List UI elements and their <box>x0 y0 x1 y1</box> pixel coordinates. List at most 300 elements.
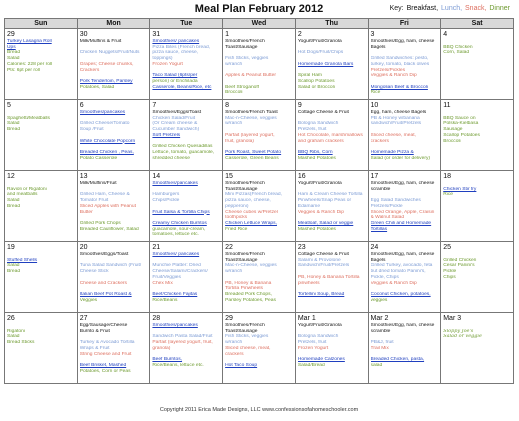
lunch-item: turkey, tomato, black olives <box>370 61 430 67</box>
day-cell[interactable] <box>5 171 78 242</box>
dinner-item: Salad or Broccoli <box>297 84 335 90</box>
day-cell[interactable] <box>77 100 150 171</box>
lunch-item: Egg Salad Sandwiches <box>370 198 421 204</box>
breakfast-item: Yogurt/Fruit/Granola <box>297 323 342 328</box>
breakfast-item: Burrito & Fruit <box>79 328 110 334</box>
snack-item: PB, Honey & Banana <box>225 280 272 286</box>
dinner-item[interactable]: Mongolian Beef & Broccoli <box>370 84 428 90</box>
breakfast-item: Milk/Muffins & Fruit <box>79 39 122 44</box>
day-cell[interactable] <box>441 171 514 242</box>
dinner-item[interactable]: Pork Roast, Sweet Potato <box>225 149 282 155</box>
weekday-header-sun: Sun <box>5 19 78 29</box>
day-cell[interactable] <box>441 29 514 100</box>
day-number: 26 <box>7 315 15 322</box>
meal-plan-page <box>4 2 514 418</box>
day-number: 30 <box>79 31 88 38</box>
copyright-footer: Copyright 2011 Erica Made Designs, LLC www.confessionsofahomeschooler.com <box>159 407 359 413</box>
dinner-item[interactable]: Creamy Chicken Burritos <box>152 220 207 226</box>
day-cell[interactable] <box>5 313 78 384</box>
day-cell[interactable] <box>5 29 78 100</box>
dinner-item[interactable]: Homemade Pizza & <box>370 149 414 155</box>
dinner-item: Salad <box>7 56 20 62</box>
breakfast-item: Egg/Sausage/Cheese <box>79 323 128 328</box>
dinner-item: Bread <box>7 50 21 56</box>
dinner-item: Pts: 6pt per roll <box>7 67 40 73</box>
key-dinner: Dinner <box>489 5 510 12</box>
dinner-item: Salad <box>7 198 20 204</box>
snack-item: crackers <box>370 138 389 144</box>
lunch-item: Soup /Fruit <box>79 127 104 133</box>
lunch-item: Mac-n-Cheese, veggies <box>225 263 277 269</box>
dinner-item[interactable]: Taco Salad (6pts/per <box>152 73 198 79</box>
lunch-item: Pizza Bites (French bread, <box>152 44 211 50</box>
breakfast-item: Smoothies/French <box>225 181 265 186</box>
dinner-item: Potatoes, Corn or Peas <box>79 368 131 374</box>
day-number: 7 <box>152 102 157 109</box>
day-number: 4 <box>443 31 448 38</box>
breakfast-item[interactable]: Smoothies/pancakes <box>79 110 126 115</box>
day-cell[interactable] <box>5 100 78 171</box>
lunch-item: w/ranch <box>225 269 243 275</box>
snack-item: Trail Mix <box>370 345 389 351</box>
breakfast-item: Smoothies/Egg, ham, cheese <box>370 252 435 257</box>
day-number: 29 <box>225 315 233 322</box>
dinner-item: Bread <box>7 203 21 209</box>
breakfast-item: Toast/Sausage <box>225 44 258 50</box>
day-number: 22 <box>225 244 233 251</box>
lunch-item: Pretzels, fruit <box>297 127 327 133</box>
day-number: 15 <box>225 173 233 180</box>
snack-item: Cheese cubes w/Pretzel <box>225 209 278 215</box>
lunch-item: Grilled Turkey, avocado, feta <box>370 263 433 269</box>
day-cell[interactable] <box>5 242 78 313</box>
weekday-header-sat: Sat <box>441 19 514 29</box>
dinner-item: Grilled Chicken Quesadillas <box>152 144 213 150</box>
day-number: 14 <box>152 173 161 180</box>
dinner-item: Salad <box>7 263 20 269</box>
breakfast-item[interactable]: Smoothies/pancakes <box>152 181 198 186</box>
key-breakfast: Breakfast, <box>406 5 439 12</box>
dinner-item: Spaghetti/Meatballs <box>7 115 50 121</box>
lunch-item: w/ranch <box>225 61 243 67</box>
dinner-item: Salad (or order for delivery) <box>370 155 431 161</box>
snack-item[interactable]: Homemade Granola Bars <box>297 61 354 67</box>
snack-item: Pretzels/Pickles <box>370 67 406 73</box>
dinner-item: Broccoli <box>225 90 243 96</box>
dinner-item[interactable]: Homemade Calzones <box>297 357 345 363</box>
snack-item: Sliced Orange, Apple, Craisin <box>370 209 435 215</box>
day-cell[interactable] <box>77 242 150 313</box>
day-number: 29 <box>7 31 15 38</box>
dinner-item: Pickle <box>443 269 457 275</box>
snack-item: Frozen Yogurt <box>297 345 329 351</box>
day-number: 16 <box>297 173 306 180</box>
weekday-header-row <box>5 19 514 29</box>
day-cell[interactable] <box>150 171 223 242</box>
day-number: 17 <box>370 173 379 180</box>
dinner-item[interactable]: Stuffed Shells <box>7 257 38 263</box>
dinner-item[interactable]: Green Chili and Homemade <box>370 220 432 226</box>
snack-item: Grapes; Cheese chunks, <box>79 61 134 67</box>
lunch-item: Hamburgers <box>152 192 180 198</box>
day-number: 6 <box>79 102 84 109</box>
breakfast-item: Smoothies/Egg, ham, cheese <box>370 181 435 186</box>
week-row <box>5 29 514 100</box>
lunch-item: w/ranch <box>225 340 243 346</box>
lunch-item: Grilled Ham, Cheese & <box>79 192 130 198</box>
week-row <box>5 100 514 171</box>
lunch-item: Cucumber Sandwich) <box>152 127 200 133</box>
day-number: 21 <box>152 244 161 251</box>
dinner-item[interactable]: Casserole, Beans/Rice, etc <box>152 84 212 90</box>
snack-item: Crackers <box>79 67 100 73</box>
lunch-item: but dried tomato Panini's, <box>370 269 426 275</box>
lunch-item: Sandwich/Fruit/Pretzels <box>297 263 350 269</box>
lunch-item: Fruit/Veggies <box>152 274 181 280</box>
dinner-item: Chips <box>443 274 456 280</box>
snack-item: Veggies & Ranch Dip <box>370 280 417 286</box>
day-number: 24 <box>370 244 379 251</box>
day-cell[interactable] <box>441 313 514 384</box>
breakfast-item: Yogurt/Fruit/Granola <box>297 39 342 44</box>
week-row <box>5 242 514 313</box>
breakfast-item: Smoothies/Egg, ham, cheese <box>370 39 435 44</box>
dinner-item: Polska-Kielbasa <box>443 121 479 127</box>
lunch-item: Chicken Salad/Fruit <box>152 115 196 121</box>
day-number: 12 <box>7 173 15 180</box>
day-cell[interactable] <box>441 242 514 313</box>
snack-item: fruit, granola) <box>225 138 254 144</box>
snack-item: String Cheese and Fruit <box>79 351 132 357</box>
dinner-item: guacamole, sour-cream, <box>152 226 206 232</box>
dinner-item[interactable]: Turkey Lasagna Roll <box>7 39 52 44</box>
day-cell[interactable] <box>77 29 150 100</box>
dinner-item: Corn, Salad <box>443 50 470 56</box>
dinner-item[interactable]: Breaded Chicken , Peas, <box>79 149 134 155</box>
calendar-grid <box>4 18 514 384</box>
day-number: 20 <box>79 244 88 251</box>
dinner-item: Sloppy Joe's <box>443 328 474 334</box>
day-cell[interactable] <box>150 242 223 313</box>
dinner-item: Mashed Potatoes <box>297 226 336 232</box>
day-cell[interactable] <box>368 313 441 384</box>
lunch-item: Grilled Sandwiches: pesto, <box>370 56 429 62</box>
page-title: Meal Plan February 2012 <box>194 3 324 15</box>
dinner-item[interactable]: Chicken Lettuce Wraps, <box>225 220 277 226</box>
dinner-item[interactable]: Pork Tenderloin, Parsley <box>79 78 133 84</box>
snack-item: PB, Honey & Banana Tortilla <box>297 274 360 280</box>
dinner-item: Bread Sticks <box>7 340 35 346</box>
breakfast-item: Toast/Sausage <box>225 257 258 263</box>
dinner-item[interactable]: Tortillas <box>370 226 388 232</box>
week-row <box>5 171 514 242</box>
breakfast-item: Egg, ham, cheese Bagels <box>370 110 427 115</box>
weekday-header-wed: Wed <box>223 19 296 29</box>
breakfast-item: Toast/Sausage <box>225 186 258 192</box>
breakfast-item: Bagels <box>370 44 386 50</box>
day-cell[interactable] <box>223 171 296 242</box>
week-row <box>5 313 514 384</box>
dinner-item: Potatoes, Salad <box>79 84 115 90</box>
day-number: Mar 2 <box>370 315 389 322</box>
day-cell[interactable] <box>368 100 441 171</box>
dinner-item[interactable]: Hot Taco Soup <box>225 362 258 368</box>
day-cell[interactable] <box>295 242 368 313</box>
day-number: 3 <box>370 31 375 38</box>
snack-item: toothpicks <box>225 215 248 221</box>
lunch-item: Bologna Sandwich <box>297 121 339 127</box>
snack-item: Veggies & Ranch Dip <box>297 209 345 215</box>
day-cell[interactable] <box>150 313 223 384</box>
snack-item: Sliced cheese, meat, <box>370 132 416 138</box>
breakfast-item: Smoothies/French <box>225 252 265 257</box>
day-cell[interactable] <box>441 100 514 171</box>
day-cell[interactable] <box>77 171 150 242</box>
dinner-item: salad <box>370 362 383 368</box>
breakfast-item: Bagels <box>370 257 386 263</box>
day-cell[interactable] <box>368 29 441 100</box>
day-cell[interactable] <box>223 242 296 313</box>
dinner-item: Sausage <box>443 127 463 133</box>
snack-item: granola) <box>152 345 171 351</box>
snack-item: Tortilla Pinwheels <box>225 286 263 292</box>
dinner-item: Salad <box>7 121 20 127</box>
day-number: Mar 3 <box>443 315 462 322</box>
dinner-item[interactable]: Beef Brisket, Mashed <box>79 362 127 368</box>
lunch-item: Pretzels/Pickle <box>370 203 403 209</box>
lunch-item: sandwich/Fruit/Pretzels <box>370 121 422 127</box>
weekday-header-tue: Tue <box>150 19 223 29</box>
snack-item: Cheese and Crackers <box>79 280 128 286</box>
day-cell[interactable] <box>295 313 368 384</box>
snack-item: Parfait (layered yogurt, fruit, <box>152 340 213 346</box>
lunch-item: (Or Cream cheese & <box>152 121 198 127</box>
lunch-item: Pinwheels/Snap Peas or <box>297 198 352 204</box>
snack-item: pinwheels <box>297 280 320 286</box>
day-cell[interactable] <box>223 313 296 384</box>
day-cell[interactable] <box>223 100 296 171</box>
snack-item: Butter <box>79 209 93 215</box>
lunch-item: Grilled Cheese/Tomato <box>79 121 130 127</box>
dinner-item: Ravioli or Rigatoni <box>7 186 47 192</box>
breakfast-item: scramble <box>370 186 391 192</box>
snack-item[interactable]: Fruit Salsa & Tortilla Chips <box>152 209 210 215</box>
lunch-item: PB & Honey w/banana <box>370 115 420 121</box>
dinner-item: Salad or veggie <box>443 334 482 340</box>
breakfast-item: Toast/Sausage <box>225 328 258 334</box>
dinner-item: Lettuce, tomato, guacamole, <box>152 149 215 155</box>
day-number: 1 <box>225 31 230 38</box>
breakfast-item: Smoothies/Egg, ham, cheese <box>370 323 435 328</box>
weekday-header-mon: Mon <box>77 19 150 29</box>
lunch-item: Mac-n-Cheese, veggies <box>225 115 277 121</box>
dinner-item[interactable]: Italian Beef Pot Roast & <box>79 291 132 297</box>
day-number: 27 <box>79 315 88 322</box>
dinner-item: Rice <box>443 192 454 198</box>
dinner-item: Fried Rice <box>225 226 248 232</box>
breakfast-item: Smoothies/Eggs/Toast <box>152 110 202 115</box>
dinner-item[interactable]: Coconut Chicken, potatoes, <box>370 291 431 297</box>
snack-item: and graham crackers <box>297 138 344 144</box>
snack-item: Hot Chocolate, marshmallows <box>297 132 363 138</box>
breakfast-item: Smoothies/Eggs/Toast <box>79 252 129 257</box>
snack-item: Frozen Yogurt <box>152 61 183 67</box>
day-cell[interactable] <box>295 171 368 242</box>
snack-item: Veggies & Ranch Dip <box>370 73 417 79</box>
dinner-item: Spiral Ham <box>297 73 323 79</box>
weekday-header-fri: Fri <box>368 19 441 29</box>
key-snack: Snack, <box>465 5 487 12</box>
day-number: 25 <box>443 244 452 251</box>
day-number: Mar 1 <box>297 315 316 322</box>
dinner-item: Salad <box>7 334 20 340</box>
dinner-item: and meatballs <box>7 192 38 198</box>
lunch-item: Sandwich Pasta Salad/Fruit <box>152 334 213 340</box>
day-number: 10 <box>370 102 379 109</box>
lunch-item: Turkey & Avocado Tortilla <box>79 340 135 346</box>
lunch-item: Hot Dogs/Fruit/Chips <box>297 50 344 56</box>
lunch-item: Fish Sticks, veggies <box>225 334 269 340</box>
lunch-item: Chips/Pickle <box>152 198 180 204</box>
lunch-item: pizza sauce, cheese, <box>152 50 199 56</box>
day-number: 5 <box>7 102 11 109</box>
dinner-item: Broccoli <box>443 138 461 144</box>
breakfast-item[interactable]: Smoothies/ pancakes <box>152 39 200 44</box>
day-cell[interactable] <box>368 242 441 313</box>
day-cell[interactable] <box>150 29 223 100</box>
breakfast-item: Smoothies/French <box>225 323 265 328</box>
day-number: 23 <box>297 244 306 251</box>
breakfast-item: Smoothies/French <box>225 39 265 44</box>
snack-item: crackers <box>225 351 244 357</box>
dinner-item: Grilled Chicken <box>443 257 477 263</box>
lunch-item: Chicken Nuggets/Fruit/Nuts <box>79 50 140 56</box>
lunch-item: Cheese Stick <box>79 269 109 275</box>
day-number: 8 <box>225 102 230 109</box>
dinner-item[interactable]: Beef Burritos, <box>152 357 183 363</box>
snack-item: Apples & Peanut Butter <box>225 73 276 79</box>
key-prefix: Key: <box>389 5 404 12</box>
lunch-item: Cheese/Salami/Crackers/ <box>152 269 208 275</box>
dinner-item: Potato Casserole <box>79 155 118 161</box>
day-cell[interactable] <box>295 29 368 100</box>
lunch-item: PB&J, fruit <box>370 340 394 346</box>
day-number: 18 <box>443 173 452 180</box>
dinner-item[interactable]: Beef/Chicken Fajitas <box>152 291 198 297</box>
day-cell[interactable] <box>368 171 441 242</box>
dinner-item: Rice/Beans <box>152 297 178 303</box>
day-cell[interactable] <box>150 100 223 171</box>
dinner-item: Bread <box>7 269 21 275</box>
breakfast-item: Milk/Muffins/Fruit <box>79 181 117 186</box>
breakfast-item[interactable]: Smoothies/ pancakes <box>152 252 200 257</box>
key-lunch: Lunch, <box>441 5 463 12</box>
lunch-item: Edamame <box>297 203 321 209</box>
dinner-item: BBQ Chicken <box>443 44 473 50</box>
dinner-item: veggies <box>370 297 388 303</box>
day-cell[interactable] <box>295 100 368 171</box>
snack-item[interactable]: Soft Pretzels <box>152 132 181 138</box>
lunch-item: Bologna Sandwich <box>297 334 339 340</box>
lunch-item: Wraps & Fruit <box>79 345 110 351</box>
lunch-item: Mini Pizzas(French bread, <box>225 192 282 198</box>
lunch-item: pizza sauce, cheese, <box>225 198 271 204</box>
dinner-item: BBQ Sauce on <box>443 115 476 121</box>
lunch-item: Pickle, Chips <box>370 274 399 280</box>
lunch-item: Pretzels, fruit <box>297 340 327 346</box>
day-number: 13 <box>79 173 88 180</box>
lunch-item: pepperoni) <box>225 203 249 209</box>
dinner-item[interactable]: BBQ Ribs, Corn <box>297 149 333 155</box>
dinner-item: Beef Stroganoff <box>225 84 260 90</box>
dinner-item[interactable]: Tortellini Soup, Bread <box>297 291 345 297</box>
dinner-item: Salad/Bread <box>297 362 325 368</box>
dinner-item[interactable]: Meatloaf, Salad or veggie <box>297 220 354 226</box>
weekday-header-thu: Thu <box>295 19 368 29</box>
dinner-item: Rice/Beans, lettuce etc. <box>152 362 204 368</box>
day-number: 2 <box>297 31 302 38</box>
snack-item: & Walnut Salad <box>370 215 405 221</box>
day-cell[interactable] <box>223 29 296 100</box>
dinner-item: Grilled Pork Chops <box>79 220 121 226</box>
lunch-item: Munchie Platter: Dried <box>152 263 201 269</box>
lunch-item: w/ranch <box>225 121 243 127</box>
dinner-item: Rice <box>370 90 381 96</box>
breakfast-item: scramble <box>370 328 391 334</box>
dinner-item: Casserole, Green Beans <box>225 155 279 161</box>
day-number: 19 <box>7 244 15 251</box>
dinner-item[interactable]: Chicken Stir fry <box>443 186 477 192</box>
snack-item: Sliced Apples with Peanut <box>79 203 136 209</box>
day-number: 9 <box>297 102 302 109</box>
dinner-item[interactable]: Ups <box>7 44 16 50</box>
lunch-item: Ham & Cream Cheese Tortilla <box>297 192 363 198</box>
dinner-item: Scallop Potatoes <box>443 132 480 138</box>
day-cell[interactable] <box>77 313 150 384</box>
dinner-item: Mashed Potatoes <box>297 155 336 161</box>
lunch-item: toppings) <box>152 56 173 62</box>
dinner-item: Calories: 228 per roll <box>7 61 53 67</box>
snack-item: Chex Mix <box>152 280 173 286</box>
dinner-item: Breaded Pork Chops, <box>225 291 272 297</box>
lunch-item: Tuna Salad Sandwich (Fruit/ <box>79 263 142 269</box>
dinner-item: Veggies <box>79 297 98 303</box>
dinner-item: Bread <box>7 127 21 133</box>
breakfast-item: Cottage Cheese & Fruit <box>297 110 349 115</box>
color-key <box>389 5 510 12</box>
dinner-item: Parsley Potatoes, Peas <box>225 297 276 303</box>
breakfast-item: Cottage Cheese & Fruit <box>297 252 349 257</box>
dinner-item: Cesar Panini's <box>443 263 475 269</box>
lunch-item: Tomato/ Fruit <box>79 198 109 204</box>
snack-item: Sliced cheese, meat, <box>225 345 271 351</box>
dinner-item: Scallop Potatoes <box>297 78 335 84</box>
breakfast-item[interactable]: Smoothies/pancakes <box>152 323 198 328</box>
day-number: 11 <box>443 102 451 109</box>
snack-item: Parfait (layered yogurt, <box>225 132 275 138</box>
snack-item[interactable]: White Chocolate Popcorn <box>79 138 136 144</box>
dinner-item: Rigatoni <box>7 328 25 334</box>
breakfast-item: Smoothies/French Toast <box>225 110 278 115</box>
dinner-item[interactable]: Breaded Chicken, pasta, <box>370 357 425 363</box>
lunch-item: Fish Sticks, veggies <box>225 56 269 62</box>
breakfast-item: Yogurt/Fruit/Granola <box>297 181 342 186</box>
dinner-item: tomatoes, lettuce etc. <box>152 232 199 238</box>
day-number: 31 <box>152 31 161 38</box>
lunch-item: Salami & Provolone <box>297 257 341 263</box>
dinner-item: shredded cheese <box>152 155 190 161</box>
dinner-item: person) or Enchilada <box>152 78 198 84</box>
